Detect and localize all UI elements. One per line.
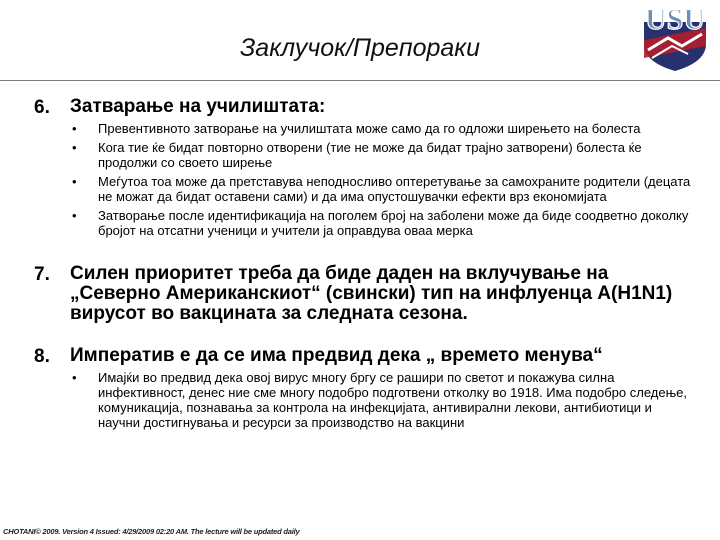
item-7: [34, 264, 694, 324]
slide-content: [34, 97, 694, 447]
item-number: 8.: [34, 346, 50, 367]
bullet-icon: •: [72, 174, 77, 189]
bullet-item: [70, 174, 694, 204]
item-number: 6.: [34, 97, 50, 118]
bullet-text: Превентивното затворање на училиштата може само да го одложи ширењето на болеста: [98, 121, 641, 136]
bullet-text: Затворање после идентификација на поголем број на заболени може да биде соодветно доколку бројот на отсатни ученици и учители ја оправдува оваа мерка: [98, 208, 689, 238]
slide-footer: CHOTANI© 2009. Version 4 Issued: 4/29/2009 02:20 AM. The lecture will be updated daily: [3, 527, 300, 536]
item-6: [34, 97, 694, 238]
bullet-list: [70, 370, 694, 430]
bullet-icon: •: [72, 121, 77, 136]
item-heading: Императив е да се има предвид дека „ времето менува“: [70, 345, 603, 366]
item-heading: Затварање на училиштата:: [70, 96, 326, 117]
bullet-icon: •: [72, 208, 77, 223]
slide-title: Заклучок/Препораки: [239, 34, 481, 62]
item-number: 7.: [34, 264, 50, 285]
usu-logo: [638, 0, 712, 72]
bullet-item: [70, 370, 694, 430]
bullet-list: [70, 121, 694, 238]
bullet-text: Имајќи во предвид дека овој вирус многу бргу се рашири по светот и покажува силна инфективност, денес ние сме многу подобро подготвени отколку во 1918. Има подобро следење, комуникација, познавања за контрола на инфекцијата, антивирални лекови, антибиотици и научни достигнувања и ресурси за производство на вакцини: [98, 370, 687, 430]
title-divider: [0, 80, 720, 82]
bullet-text: Кога тие ќе бидат повторно отворени (тие не може да бидат трајно затворени) болеста ќе продолжи со своето ширење: [98, 140, 642, 170]
item-heading: Силен приоритет треба да биде даден на вклучување на „Северно Американскиот“ (свински) тип на инфлуенца А(H1N1) вирусот во вакцината за следната сезона.: [70, 263, 673, 324]
usu-logo-text: USU: [644, 3, 706, 36]
bullet-text: Меѓутоа тоа може да претставува неподносливо оптеретување за самохраните родители (децата не можат да бидат оставени сами) и да има опустошувачки ефекти врз економијата: [98, 174, 691, 204]
bullet-icon: •: [72, 370, 77, 385]
bullet-item: [70, 140, 694, 170]
bullet-item: [70, 208, 694, 238]
item-8: [34, 346, 694, 430]
bullet-item: [70, 121, 694, 136]
bullet-icon: •: [72, 140, 77, 155]
